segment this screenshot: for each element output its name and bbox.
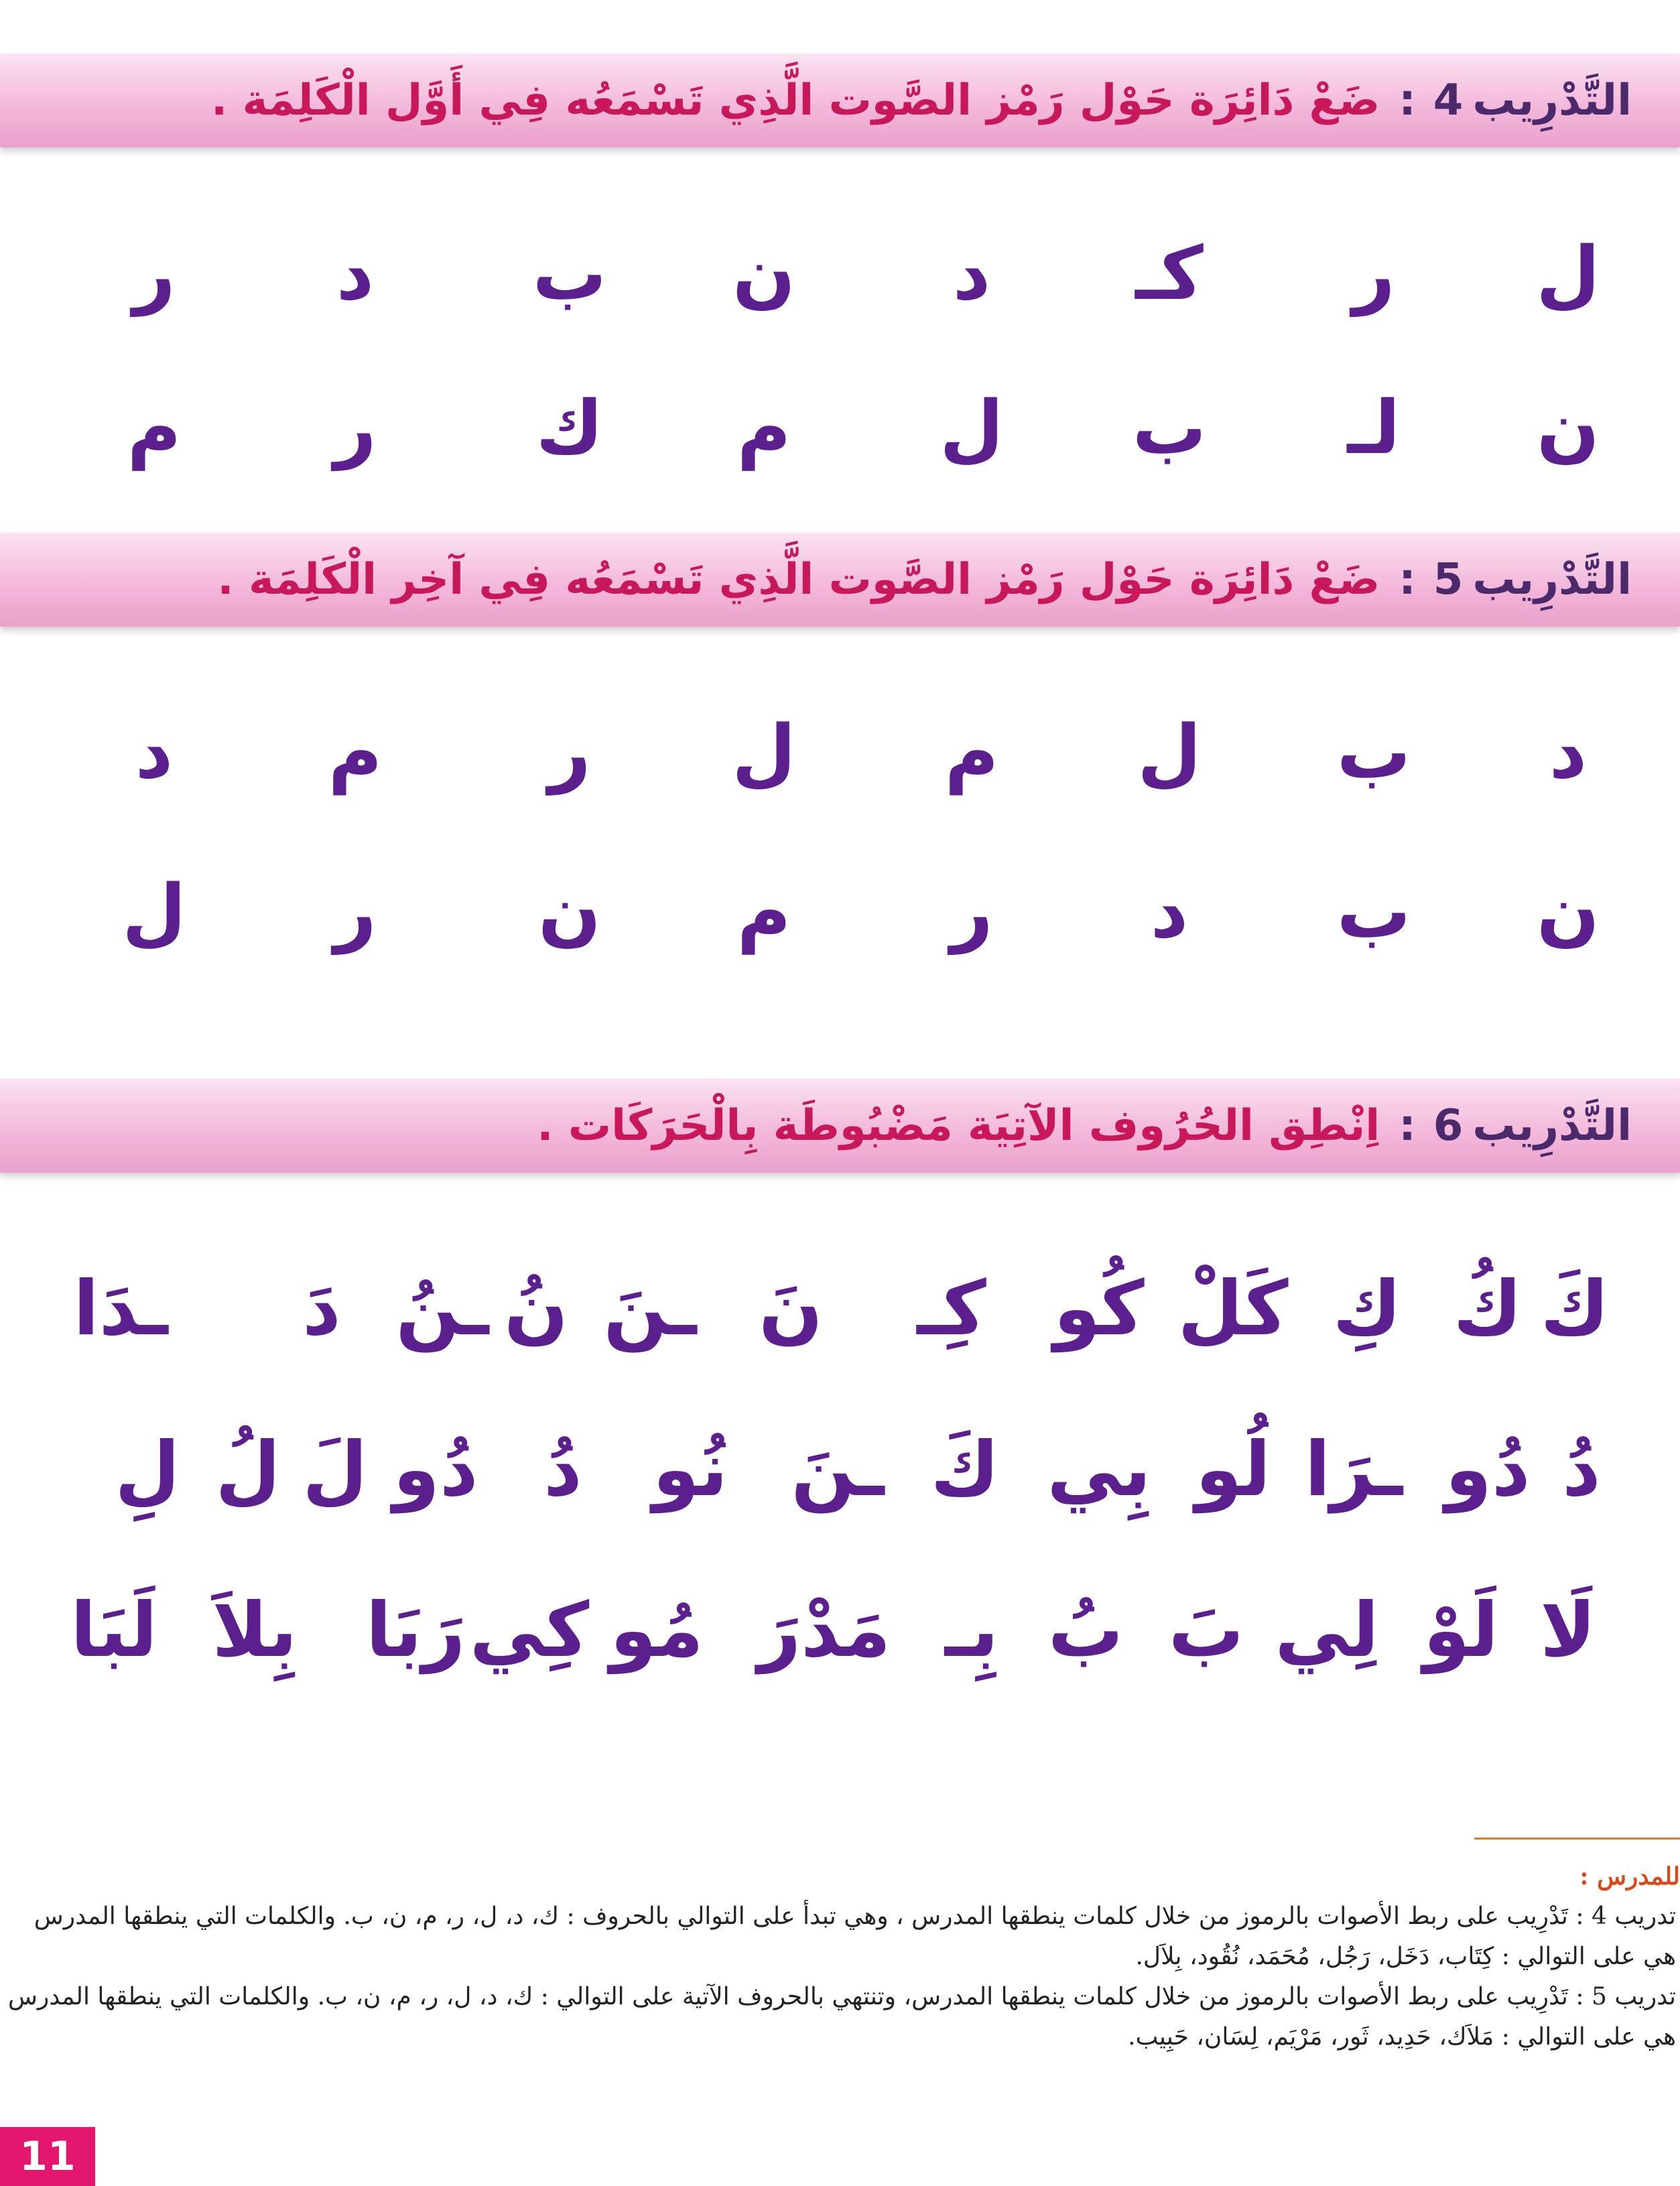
letter-item: دُو [393, 1426, 478, 1513]
letter-item: ر [1352, 231, 1395, 316]
letter-item: كِ [1332, 1265, 1402, 1352]
exercise-instruction: ضَعْ دَائِرَة حَوْل رَمْز الصَّوت الَّذِي تَسْمَعُه فِي آخِر الْكَلِمَة . [217, 555, 1380, 604]
letter-item: ل [732, 709, 796, 795]
exercise-instruction: اِنْطِق الحُرُوف الآتِيَة مَضْبُوطَة بِالْحَرَكَات . [537, 1101, 1380, 1151]
exercise-6-row-3 [0, 1567, 1680, 1694]
letter-item: م [736, 869, 791, 954]
letter-item: لـ [1347, 385, 1401, 470]
letter-item: مَدْرَ [757, 1587, 891, 1674]
teacher-notes [0, 1856, 1680, 2057]
letter-item: كَلْ [1177, 1265, 1289, 1352]
letter-item: ن [538, 869, 601, 954]
exercise-5-row-2 [0, 851, 1680, 972]
letter-item: كُو [1053, 1265, 1145, 1352]
letter-item: ـرَا [1304, 1426, 1403, 1513]
letter-item: كِـ [917, 1265, 986, 1352]
letter-item: ك [535, 385, 604, 470]
exercise-5-row-1 [0, 692, 1680, 812]
letter-item: ن [1537, 385, 1600, 470]
colon: : [1399, 555, 1416, 604]
letter-item: ب [532, 231, 607, 316]
exercise-number: 6 [1433, 1101, 1464, 1151]
letter-item: بِي [1047, 1426, 1151, 1513]
exercise-label: التَّدْرِيب [1472, 76, 1632, 125]
letter-item: م [328, 709, 383, 795]
exercise-6-row-1 [0, 1245, 1680, 1372]
teacher-note-4: تدريب 4 : تَدْرِيب على ربط الأصوات بالرموز من خلال كلمات ينطقها المدرس ، وهي تبدأ على التوالي بالحروف : ك، د، ل، ر، م، ن، ب. والكلمات التي ينطقها المدرس هي على التوالي : كِتَاب، دَخَل، رَجُل، مُحَمَد، نُقُود، بِلاَل. [34, 1903, 1676, 1970]
colon: : [1399, 1101, 1416, 1151]
letter-item: د [135, 709, 174, 795]
letter-item: ر [334, 869, 377, 954]
notes-divider [1474, 1838, 1680, 1840]
letter-item: نُ [504, 1265, 568, 1352]
exercise-4-banner [0, 54, 1680, 147]
letter-item: د [1549, 709, 1588, 795]
exercise-5-banner [0, 533, 1680, 627]
letter-item: د [336, 231, 375, 316]
exercise-label: التَّدْرِيب [1472, 555, 1632, 604]
letter-item: م [127, 385, 182, 470]
letter-item: ل [940, 385, 1004, 470]
letter-item: ـدَا [73, 1265, 168, 1352]
letter-item: لِ [115, 1426, 180, 1513]
letter-item: ل [1536, 231, 1600, 316]
letter-item: م [944, 709, 999, 795]
exercise-4-row-2 [0, 367, 1680, 488]
letter-item: د [952, 231, 991, 316]
letter-item: كَ [930, 1426, 1000, 1513]
letter-item: بِـ [944, 1587, 999, 1674]
letter-item: بِلاَ [212, 1587, 298, 1674]
letter-item: ب [1132, 385, 1207, 470]
page-number: 11 [0, 2127, 95, 2186]
exercise-4-row-1 [0, 213, 1680, 334]
letter-item: نُو [652, 1426, 728, 1513]
letter-item: كُ [1453, 1265, 1523, 1352]
letter-item: لُو [1195, 1426, 1271, 1513]
letter-item: بُ [1047, 1587, 1124, 1674]
exercise-label: التَّدْرِيب [1472, 1101, 1632, 1151]
letter-item: ل [1137, 709, 1202, 795]
teacher-notes-title: للمدرس : [1579, 1862, 1680, 1890]
letter-item: دُ [543, 1426, 582, 1513]
letter-item: كِي [469, 1587, 590, 1674]
exercise-instruction: ضَعْ دَائِرَة حَوْل رَمْز الصَّوت الَّذِي تَسْمَعُه فِي أَوَّل الْكَلِمَة . [211, 76, 1380, 125]
exercise-number: 4 [1433, 76, 1464, 125]
letter-item: د [1150, 869, 1189, 954]
letter-item: لُ [215, 1426, 281, 1513]
letter-item: دُو [1445, 1426, 1531, 1513]
exercise-number: 5 [1433, 555, 1464, 604]
letter-item: ب [1336, 869, 1411, 954]
letter-item: نَ [759, 1265, 823, 1352]
letter-item: ر [334, 385, 377, 470]
letter-item: رَبَا [365, 1587, 466, 1674]
letter-item: مُو [610, 1587, 704, 1674]
letter-item: دَ [302, 1265, 341, 1352]
letter-item: ن [1537, 869, 1600, 954]
letter-item: لَبَا [70, 1587, 157, 1674]
letter-item: ن [732, 231, 795, 316]
letter-item: ب [1336, 709, 1411, 795]
letter-item: لَوْ [1423, 1587, 1499, 1674]
letter-item: ـنَ [791, 1426, 885, 1513]
exercise-6-row-2 [0, 1406, 1680, 1533]
teacher-note-5: تدريب 5 : تَدْرِيب على ربط الأصوات بالرموز من خلال كلمات ينطقها المدرس، وتنتهي بالحروف الآتية على التوالي : ك، د، ل، ر، م، ن، ب. والكلمات التي ينطقها المدرس هي على التوالي : مَلاَك، حَدِيد، ثَور، مَرْيَم، لِسَان، حَبِيب. [7, 1983, 1676, 2051]
letter-item: ـنُ [395, 1265, 489, 1352]
letter-item: لِي [1275, 1587, 1379, 1674]
letter-item: دُ [1562, 1426, 1601, 1513]
letter-item: لَ [302, 1426, 368, 1513]
letter-item: م [736, 385, 791, 470]
letter-item: ر [548, 709, 591, 795]
letter-item: ر [950, 869, 993, 954]
colon: : [1399, 76, 1416, 125]
letter-item: ل [122, 869, 186, 954]
letter-item: ـنَ [603, 1265, 697, 1352]
letter-item: بَ [1168, 1587, 1244, 1674]
letter-item: لَا [1540, 1587, 1596, 1674]
letter-item: ر [133, 231, 176, 316]
exercise-6-banner [0, 1079, 1680, 1173]
letter-item: كـ [1135, 231, 1204, 316]
letter-item: كَ [1540, 1265, 1610, 1352]
